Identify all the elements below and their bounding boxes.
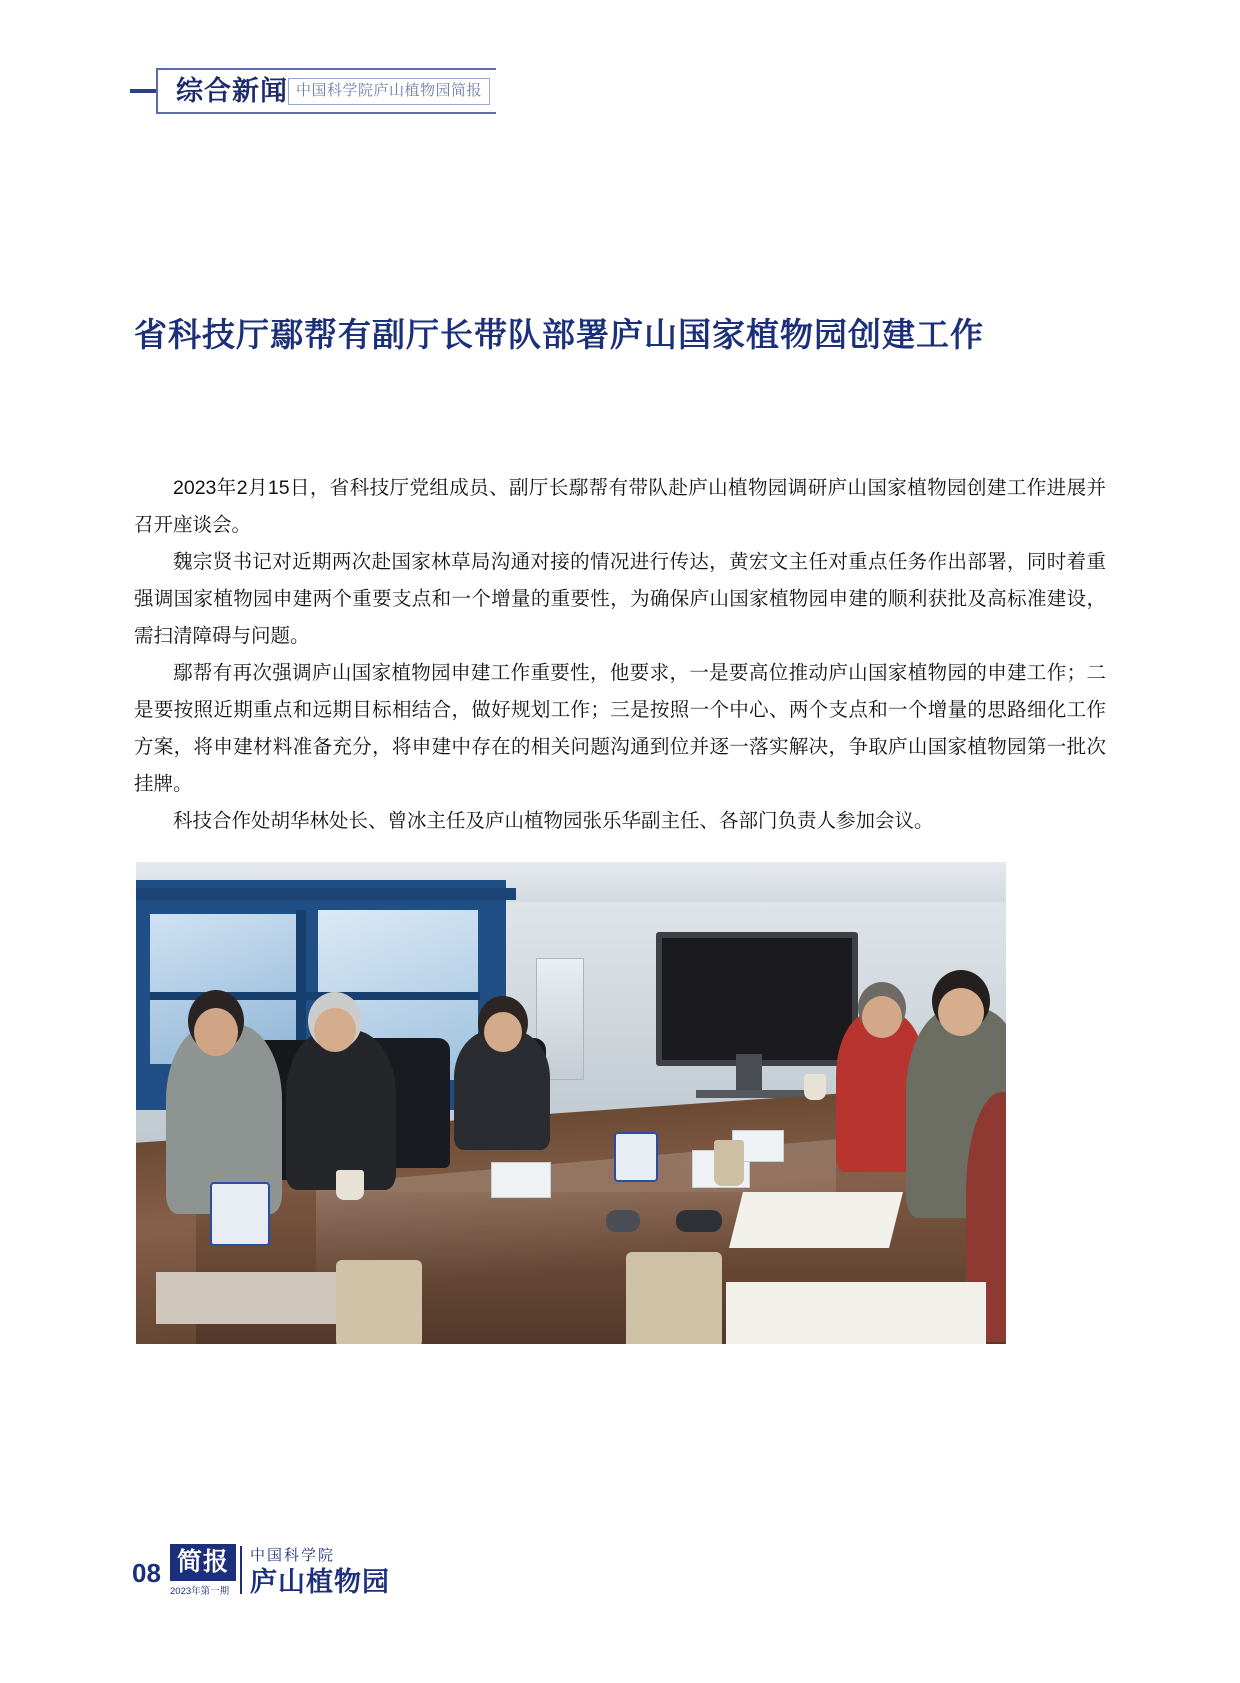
photo-tissue-box bbox=[491, 1162, 551, 1198]
footer-issue: 2023年第一期 bbox=[170, 1586, 230, 1597]
article-title: 省科技厅鄢帮有副厅长带队部署庐山国家植物园创建工作 bbox=[134, 316, 984, 354]
meeting-photo bbox=[136, 862, 1006, 1344]
page-number: 08 bbox=[132, 1558, 161, 1588]
photo-person bbox=[286, 1030, 396, 1190]
photo-paper-cup bbox=[336, 1170, 364, 1200]
page-header bbox=[130, 60, 550, 122]
page-footer bbox=[132, 1540, 552, 1610]
photo-content bbox=[136, 862, 1006, 1344]
photo-computer-mouse bbox=[606, 1210, 640, 1232]
footer-org-line2: 庐山植物园 bbox=[250, 1567, 390, 1597]
footer-divider bbox=[240, 1546, 242, 1594]
photo-pen-holder bbox=[210, 1182, 270, 1246]
article-paragraph: 科技合作处胡华林处长、曾冰主任及庐山植物园张乐华副主任、各部门负责人参加会议。 bbox=[173, 810, 934, 832]
header-rule bbox=[130, 89, 158, 93]
photo-person-face bbox=[484, 1012, 522, 1052]
article-paragraph: 魏宗贤书记对近期两次赴国家林草局沟通对接的情况进行传达，黄宏文主任对重点任务作出部署，同时着重强调国家植物园申建两个重要支点和一个增量的重要性，为确保庐山国家植物园申建的顺利获批及高标准建设，需扫清障碍与问题。 bbox=[134, 551, 1106, 647]
footer-org-line1: 中国科学院 bbox=[250, 1547, 336, 1564]
photo-tv-stand bbox=[736, 1054, 762, 1094]
photo-paper-cup bbox=[804, 1074, 826, 1100]
photo-mobile-phone bbox=[676, 1210, 722, 1232]
photo-paper-cup bbox=[714, 1140, 744, 1186]
photo-notebook bbox=[726, 1282, 986, 1344]
section-title: 综合新闻 bbox=[170, 74, 294, 108]
photo-paper-cup-foreground bbox=[336, 1260, 422, 1344]
footer-badge: 简报 bbox=[170, 1544, 236, 1581]
photo-person-face bbox=[314, 1008, 356, 1052]
photo-documents bbox=[729, 1192, 903, 1248]
article-body bbox=[134, 470, 1106, 840]
article-paragraph: 2023年2月15日，省科技厅党组成员、副厅长鄢帮有带队赴庐山植物园调研庐山国家植物园创建工作进展并召开座谈会。 bbox=[134, 477, 1106, 536]
publication-name: 中国科学院庐山植物园简报 bbox=[296, 82, 483, 99]
photo-person-face bbox=[862, 996, 902, 1038]
photo-person-face bbox=[938, 988, 984, 1036]
photo-tv-screen bbox=[656, 932, 858, 1066]
photo-paper-cup-foreground bbox=[626, 1252, 722, 1344]
photo-pen-holder bbox=[614, 1132, 658, 1182]
photo-person-face bbox=[194, 1008, 238, 1056]
article-paragraph: 鄢帮有再次强调庐山国家植物园申建工作重要性，他要求，一是要高位推动庐山国家植物园的申建工作；二是要按照近期重点和远期目标相结合，做好规划工作；三是按照一个中心、两个支点和一个增量的思路细化工作方案，将申建材料准备充分，将申建中存在的相关问题沟通到位并逐一落实解决，争取庐山国家植物园第一批次挂牌。 bbox=[134, 662, 1106, 795]
photo-documents bbox=[156, 1272, 336, 1324]
photo-curtain-pole bbox=[136, 888, 516, 900]
publication-name-box bbox=[288, 78, 490, 105]
